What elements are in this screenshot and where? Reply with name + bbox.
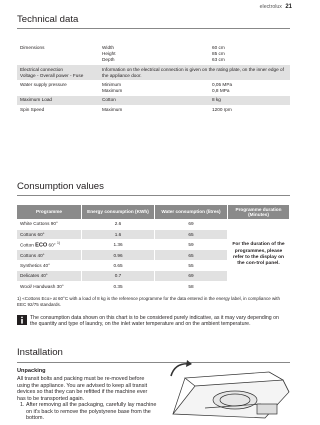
programme-cell: Synthetics 40° [17, 260, 82, 270]
consumption-values-title: Consumption values [17, 181, 104, 192]
table-row [17, 105, 290, 114]
water-cell: 58 [155, 281, 228, 291]
section-divider [17, 195, 290, 196]
programme-cell: Delicates 40° [17, 271, 82, 281]
unpacking-subtitle: Unpacking [17, 368, 46, 374]
energy-cell: 0.7 [82, 271, 155, 281]
unpacking-paragraph: All transit bolts and packing must be re-moved before using the appliance. You are advised to keep all transit devices so that they can be refitted if the machine ever has to be transported again. [17, 376, 148, 402]
energy-cell: 2.6 [82, 219, 155, 229]
consumption-table [17, 205, 290, 292]
row-label: Maximum Load [17, 96, 99, 105]
table-row [17, 96, 290, 105]
footnote: 1) «Cottons Eco» at 60°C with a load of 8 kg is the reference programme for the data entered in the energy label, in compliance with EEC 92/75 standards. [17, 296, 280, 307]
row-keys: Cotton [99, 96, 209, 105]
technical-data-table [17, 44, 290, 115]
water-cell: 55 [155, 260, 228, 270]
brand-name: electrolux [259, 4, 282, 10]
row-label: Dimensions [17, 44, 99, 65]
table-row [17, 65, 290, 80]
duration-note: For the duration of the programmes, please refer to the display on the con-trol panel. [228, 219, 290, 291]
column-header: Energy consumption (KWh) [82, 205, 155, 219]
energy-cell: 1.6 [82, 229, 155, 239]
page-header [260, 4, 292, 10]
table-row [17, 219, 290, 229]
programme-prefix: Cotton [20, 242, 36, 248]
energy-cell: 0.35 [82, 281, 155, 291]
info-note-text: The consumption data shown on this chart is to be considered purely indicative, as it may vary depending on the quantity and type of laundry, on the inlet water temperature and on the ambient temperature. [30, 315, 279, 328]
water-cell: 59 [155, 239, 228, 249]
programme-cell [17, 239, 82, 249]
programme-suffix: 60° [47, 242, 57, 248]
unpacking-illustration [165, 356, 293, 422]
table-row [17, 44, 290, 65]
table-row [17, 80, 290, 95]
row-values: 0,05 MPa 0,8 MPa [209, 80, 290, 95]
row-keys: Width Height Depth [99, 44, 209, 65]
footnote-ref: 1) [56, 240, 60, 245]
row-keys: Minimum Maximum [99, 80, 209, 95]
info-icon [17, 315, 27, 325]
page-number: 21 [285, 4, 292, 10]
technical-data-title: Technical data [17, 14, 79, 25]
water-cell: 65 [155, 250, 228, 260]
unpacking-body [17, 376, 157, 422]
steps-list [17, 402, 157, 422]
column-header: Programme duration (Minutes) [228, 205, 290, 219]
energy-cell: 0.65 [82, 260, 155, 270]
programme-cell: Wool/ Handwash 30° [17, 281, 82, 291]
programme-cell: White Cottons 90° [17, 219, 82, 229]
section-divider [17, 28, 290, 29]
programme-cell: Cottons 60° [17, 229, 82, 239]
row-values: 1200 rpm [209, 105, 290, 114]
row-values: 60 cm 85 cm 63 cm [209, 44, 290, 65]
column-header: Water consumption (litres) [155, 205, 228, 219]
row-label: Water supply pressure [17, 80, 99, 95]
row-keys: Maximum [99, 105, 209, 114]
energy-cell: 1.36 [82, 239, 155, 249]
table-header-row [17, 205, 290, 219]
water-cell: 69 [155, 219, 228, 229]
programme-cell: Cottons 40° [17, 250, 82, 260]
row-label: Electrical connection Voltage - Overall power - Fuse [17, 65, 99, 80]
column-header: Programme [17, 205, 82, 219]
water-cell: 69 [155, 271, 228, 281]
row-label: Spin Speed [17, 105, 99, 114]
eco-label: ECO [35, 242, 48, 249]
water-cell: 65 [155, 229, 228, 239]
row-values: 8 kg [209, 96, 290, 105]
energy-cell: 0.96 [82, 250, 155, 260]
installation-title: Installation [17, 347, 63, 358]
list-item: 1. After removing all the packaging, carefully lay machine on it's back to remove the polystyrene base from the bottom. [26, 402, 157, 422]
row-info: Information on the electrical connection is given on the rating plate, on the inner edge of the appliance door. [99, 65, 290, 80]
